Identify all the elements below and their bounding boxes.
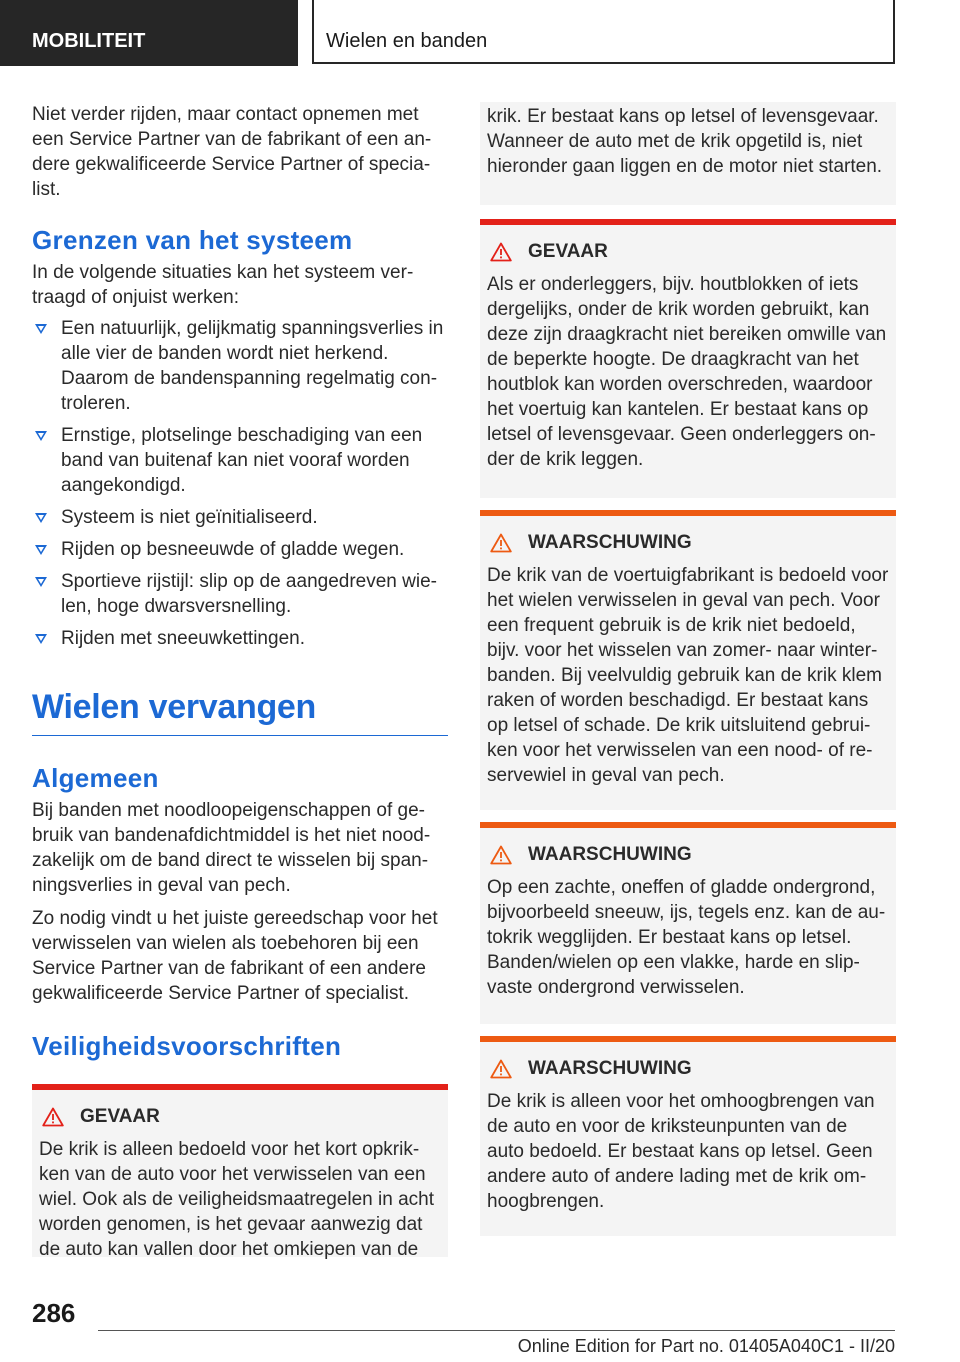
limits-list — [32, 316, 448, 651]
triangle-bullet-icon — [35, 634, 47, 644]
warning-box — [480, 822, 896, 1024]
general-paragraph-2: Zo nodig vindt u het juiste gereedschap voor het verwisselen van wielen als toebehoren bij een Service Partner van de fabrikant of een andere gekwalificeerde Service Partner of specialist. — [32, 908, 438, 1004]
warning-box — [480, 510, 896, 810]
warning-triangle-icon — [490, 242, 512, 262]
triangle-bullet-icon — [35, 545, 47, 555]
warning-box — [480, 1036, 896, 1236]
intro-paragraph: Niet verder rijden, maar contact opnemen met een Service Partner van de fabrikant of een andere gekwalificeerde Service Partner of specialist. — [32, 104, 432, 200]
danger-box — [32, 1084, 448, 1260]
danger-title: GEVAAR — [39, 1104, 441, 1129]
right-column — [480, 102, 896, 1236]
left-column — [32, 102, 448, 1260]
section-tab: MOBILITEIT — [0, 0, 298, 66]
warning-text: Op een zachte, oneffen of gladde ondergrond, bijvoorbeeld sneeuw, ijs, tegels enz. kan de autokrik wegglijden. Er bestaat kans op letsel. Banden/wielen op een vlakke, harde en slipvaste ondergrond verwisselen. — [487, 877, 886, 998]
general-paragraph-1: Bij banden met noodloopeigenschappen of gebruik van bandenafdichtmiddel is het niet noodzakelijk om de band direct te wisselen bij spanningsverlies in geval van pech. — [32, 800, 431, 896]
triangle-bullet-icon — [35, 431, 47, 441]
triangle-bullet-icon — [35, 577, 47, 587]
main-heading: Wielen vervangen — [32, 685, 448, 736]
danger-box — [480, 219, 896, 498]
footer-divider — [98, 1330, 895, 1331]
general-heading: Algemeen — [32, 763, 159, 793]
danger-box-continued — [480, 102, 896, 205]
limits-intro: In de volgende situaties kan het systeem vertraagd of onjuist werken: — [32, 262, 414, 308]
list-item: Rijden met sneeuwkettingen. — [32, 626, 448, 651]
list-item: Een natuurlijk, gelijkmatig spanningsverlies in alle vier de banden wordt niet herkend. Daarom de bandenspanning regelmatig controleren. — [32, 316, 448, 416]
danger-text: De krik is alleen bedoeld voor het kort opkrikken van de auto voor het verwisselen van een wiel. Ook als de veiligheidsmaatregelen in acht worden genomen, is het gevaar aanwezig dat de auto kan vallen door het omkiepen van de — [39, 1139, 434, 1260]
list-item: Systeem is niet geïnitialiseerd. — [32, 505, 448, 530]
warning-title: WAARSCHUWING — [487, 530, 889, 555]
page-header — [0, 0, 960, 66]
danger-text: Als er onderleggers, bijv. houtblokken of iets dergelijks, onder de krik worden gebruikt, kan deze zijn draagkracht niet bereiken omwille van de beperkte hoogte. De draagkracht van het houtblok kan worden overschreden, waardoor het voertuig kan kantelen. Er bestaat kans op letsel of levensgevaar. Geen onderleggers onder de krik leggen. — [487, 274, 887, 470]
warning-text: De krik van de voertuigfabrikant is bedoeld voor het wielen verwisselen in geval van pech. Voor een frequent gebruik is de krik niet bedoeld, bijv. voor het wisselen van zomer- naar winterbanden. Bij veelvuldig gebruik kan de krik klem raken of worden beschadigd. Er bestaat kans op letsel of schade. De krik uitsluitend gebruiken voor het verwisselen van een nood- of reservewiel in geval van pech. — [487, 565, 889, 786]
warning-title: WAARSCHUWING — [487, 842, 889, 867]
danger-text-continued: krik. Er bestaat kans op letsel of levensgevaar. Wanneer de auto met de krik opgetild is, niet hieronder gaan liggen en de motor niet starten. — [487, 106, 883, 177]
chapter-title: Wielen en banden — [312, 0, 895, 64]
footer-edition: Online Edition for Part no. 01405A040C1 - II/20 — [517, 1336, 895, 1356]
page-number: 286 — [32, 1298, 76, 1328]
warning-triangle-icon — [490, 1059, 512, 1079]
triangle-bullet-icon — [35, 513, 47, 523]
triangle-bullet-icon — [35, 324, 47, 334]
list-item: Rijden op besneeuwde of gladde wegen. — [32, 537, 448, 562]
danger-title: GEVAAR — [487, 239, 889, 264]
warning-triangle-icon — [42, 1107, 64, 1127]
warning-triangle-icon — [490, 533, 512, 553]
list-item: Ernstige, plotselinge beschadiging van een band van buitenaf kan niet vooraf worden aangekondigd. — [32, 423, 448, 498]
warning-text: De krik is alleen voor het omhoogbrengen van de auto en voor de kriksteunpunten van de auto bedoeld. Er bestaat kans op letsel. Geen andere auto of andere lading met de krik omhoogbrengen. — [487, 1091, 875, 1212]
warning-triangle-icon — [490, 845, 512, 865]
safety-heading: Veiligheidsvoorschriften — [32, 1031, 342, 1061]
limits-heading: Grenzen van het systeem — [32, 225, 353, 255]
warning-title: WAARSCHUWING — [487, 1056, 889, 1081]
list-item: Sportieve rijstijl: slip op de aangedreven wielen, hoge dwarsversnelling. — [32, 569, 448, 619]
